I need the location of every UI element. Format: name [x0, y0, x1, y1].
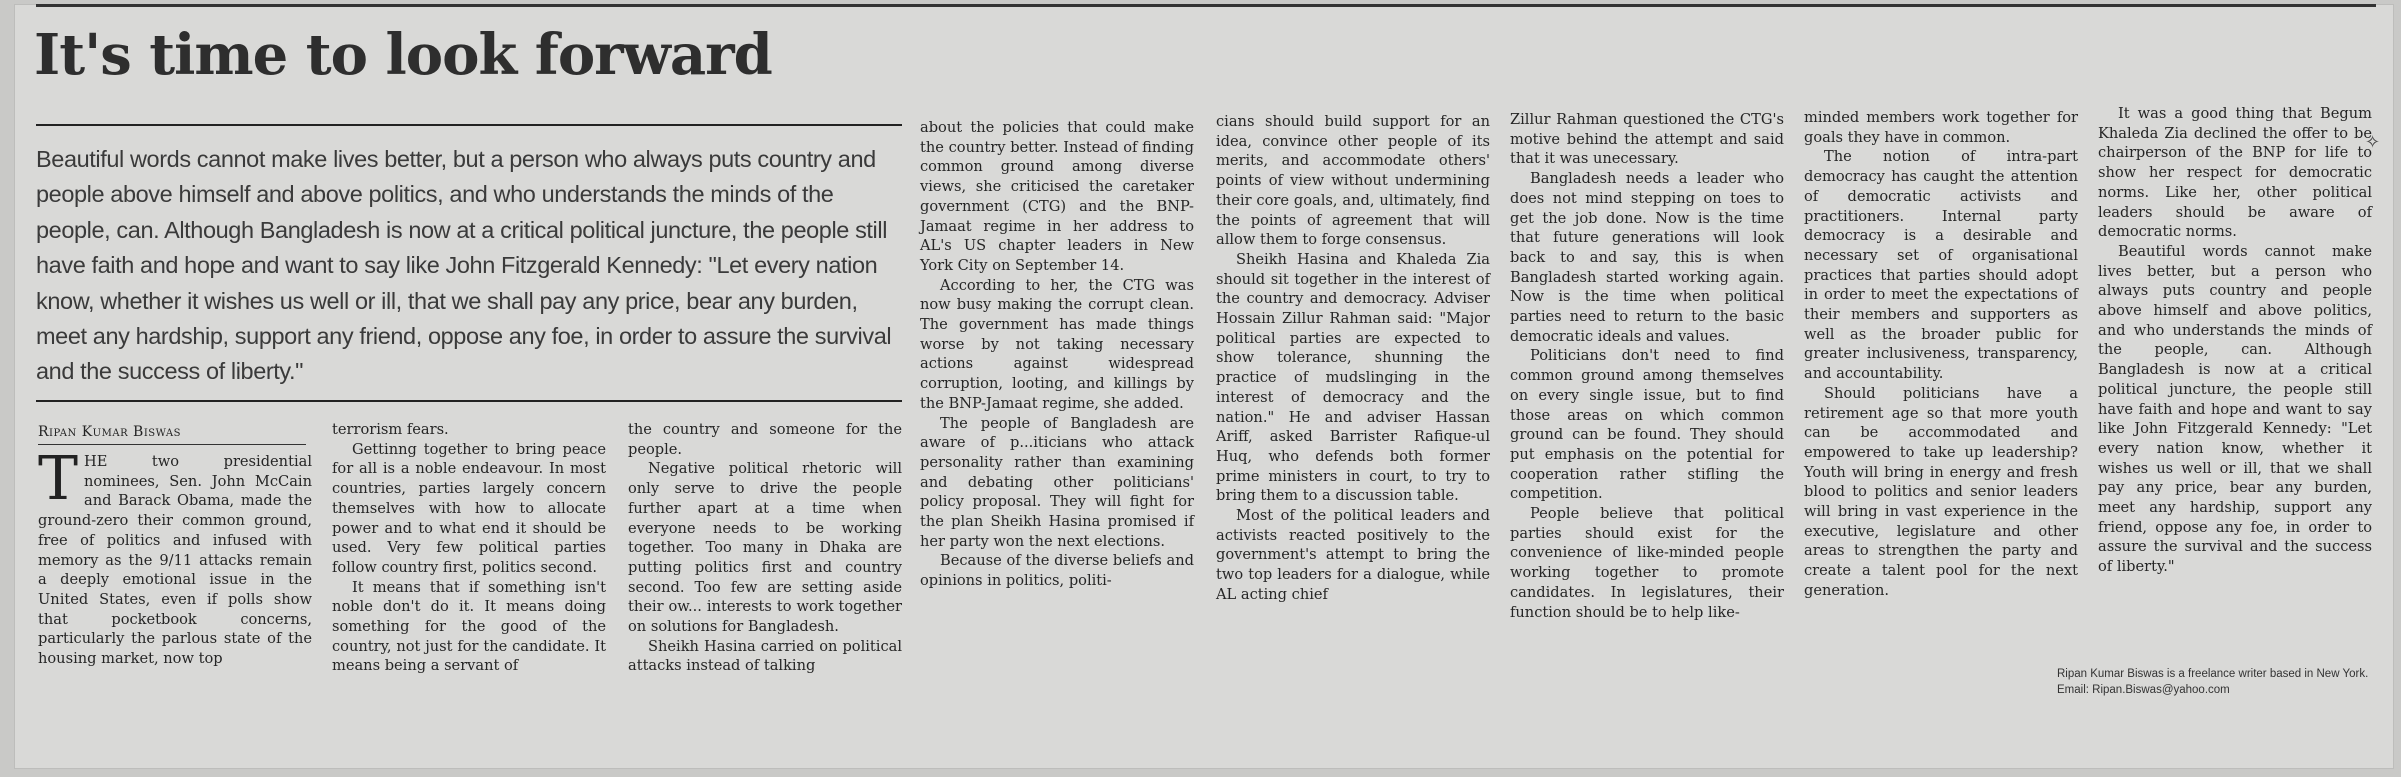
paragraph: The people of Bangladesh are aware of p...iticians who attack personality rather than examining and debating other politicians' policy proposal. They will fight for the plan Sheikh Hasina promised if her party won the next elections. [920, 414, 1194, 550]
drop-cap: T [38, 444, 79, 514]
paragraph: Sheikh Hasina carried on political attacks instead of talking [628, 637, 902, 675]
paragraph: Beautiful words cannot make lives better, but a person who always puts country and people above himself and above politics, and who understands the minds of the people, can. Although Bangladesh is now at a critical political juncture, the people still have faith and hope and want to say like John Fitzgerald Kennedy: "Let every nation know, whether it wishes us well or ill, that we shall pay any price, bear any burden, meet any hardship, support any friend, oppose any foe, in order to assure the survival and the success of liberty." [2098, 242, 2372, 576]
paragraph: about the policies that could make the country better. Instead of finding common ground among diverse views, she criticised the caretaker government (CTG) and the BNP-Jamaat regime in her address to AL's US chapter leaders in New York City on September 14. [920, 119, 1194, 274]
article-column-1 [38, 444, 312, 669]
paragraph: minded members work together for goals they have in common. [1804, 109, 2078, 146]
author-bio: Ripan Kumar Biswas is a freelance writer based in New York. Email: Ripan.Biswas@yahoo.com [2057, 668, 2369, 696]
deck-summary: Beautiful words cannot make lives better, but a person who always puts country and people above himself and above politics, and who understands the minds of the people, can. Although Bangladesh is now at a critical political juncture, the people still have faith and hope and want to say like John Fitzgerald Kennedy: "Let every nation know, whether it wishes us well or ill, that we shall pay any price, bear any burden, meet any hardship, support any friend, oppose any foe, in order to assure the survival and the success of liberty." [36, 146, 892, 385]
paragraph: the country and someone for the people. [628, 421, 902, 458]
headline: It's time to look forward [34, 22, 772, 88]
paragraph: The notion of intra-part democracy has caught the attention of democratic activists and practitioners. Internal party democracy is a desirable and necessary set of organisational practices that parties should adopt in order to meet the expectations of their members and supporters as well as the broader public for greater inclusiveness, transparency, and accountability. [1804, 148, 2078, 383]
paragraph: Because of the diverse beliefs and opinions in politics, politi- [920, 552, 1194, 590]
paragraph: Politicians don't need to find common ground among themselves on every single issue, but to find those areas on which common ground can be found. They should put emphasis on the potential for cooperation rather stifling the competition. [1510, 347, 1784, 503]
paragraph: Gettinng together to bring peace for all is a noble endeavour. In most countries, parties largely concern themselves with how to allocate power and to what end it should be used. Very few political parties follow country first, politics second. [332, 440, 606, 576]
article-column-5 [1216, 112, 1490, 605]
article-column-6 [1510, 110, 1784, 622]
paragraph: It was a good thing that Begum Khaleda Zia declined the offer to be chairperson of the BNP for life to show her respect for democratic norms. Like her, other political leaders should be aware of democratic norms. [2098, 105, 2372, 241]
paragraph: Should politicians have a retirement age so that more youth can be accommodated and empowered to take up leadership? Youth will bring in energy and fresh blood to politics and senior leaders will bring in vast experience in the executive, legislature and other areas to strengthen the party and create a talent pool for the next generation. [1804, 384, 2078, 599]
paragraph: cians should build support for an idea, convince other people of its merits, and accommodate others' points of view without undermining their core goals, and, ultimately, find the points of agreement that will allow them to forge consensus. [1216, 113, 1490, 249]
paragraph: Bangladesh needs a leader who does not mind stepping on toes to get the job done. Now is the time that future generations will look back to and say, this is when Bangladesh started working again. Now is the time when political parties need to return to the basic democratic ideals and values. [1510, 170, 1784, 345]
article-column-8 [2098, 104, 2372, 577]
paragraph: THE two presidential nominees, Sen. John McCain and Barack Obama, made the ground-zero their common ground, free of politics and infused with memory as the 9/11 attacks remain a deeply emotional issue in the United States, even if polls show that pocketbook concerns, particularly the parlous state of the housing market, now top [38, 444, 312, 668]
paragraph: Zillur Rahman questioned the CTG's motive behind the attempt and said that it was unecessary. [1510, 111, 1784, 168]
paragraph: Most of the political leaders and activists reacted positively to the government's attempt to bring the two top leaders for a dialogue, while AL acting chief [1216, 507, 1490, 603]
article-column-2 [332, 420, 606, 676]
paragraph: People believe that political parties should exist for the convenience of like-minded people working together to promote candidates. In legislatures, their function should be to help like- [1510, 505, 1784, 621]
registration-mark-icon: ✧ [2365, 132, 2381, 153]
deck-top-rule [36, 124, 902, 126]
article-column-3 [628, 420, 902, 676]
top-border-rule [36, 4, 2376, 7]
article-column-7 [1804, 108, 2078, 601]
paragraph: According to her, the CTG was now busy making the corrupt clean. The government has made things worse by not taking necessary actions against widespread corruption, looting, and killings by the BNP-Jamaat regime, she added. [920, 276, 1194, 412]
paragraph: It means that if something isn't noble don't do it. It means doing something for the good of the country, not just for the candidate. It means being a servant of [332, 578, 606, 675]
paragraph: terrorism fears. [332, 421, 449, 438]
deck-bottom-rule [36, 400, 902, 402]
paragraph: Negative political rhetoric will only serve to drive the people further apart at a time when everyone needs to be working together. Too many in Dhaka are putting politics first and country second. Too few are setting aside their ow... interests to work together on solutions for Bangladesh. [628, 460, 902, 636]
article-column-4 [920, 118, 1194, 591]
byline: Ripan Kumar Biswas [38, 424, 306, 445]
paragraph: Sheikh Hasina and Khaleda Zia should sit together in the interest of the country and democracy. Adviser Hossain Zillur Rahman said: "Major political parties are expected to show tolerance, shunning the practice of mudslinging in the interest of democracy and the nation." He and adviser Hassan Ariff, asked Barrister Rafique-ul Huq, who defends both former prime ministers in court, to try to bring them to a discussion table. [1216, 250, 1490, 505]
